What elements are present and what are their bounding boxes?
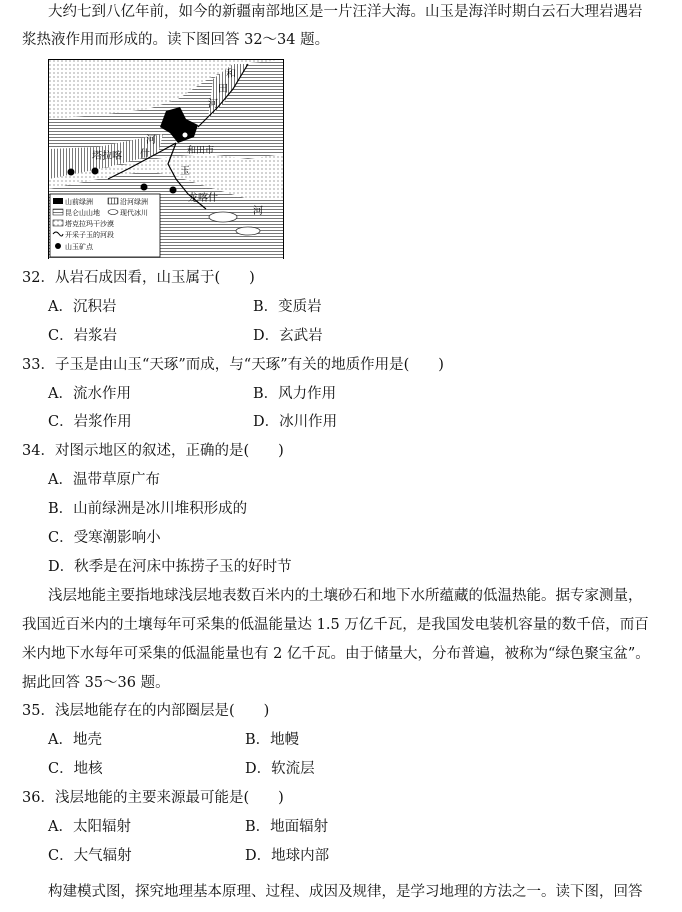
passage2-line-1: 浅层地能主要指地球浅层地表数百米内的土壤砂石和地下水所蕴藏的低温热能。据专家测量， — [48, 588, 643, 604]
label-tian: 田 — [218, 84, 228, 95]
jade-mine-dot — [170, 187, 177, 194]
label-he: 和 — [226, 69, 236, 80]
question-36-stem: 36．浅层地能的主要来源最可能是( ) — [22, 790, 284, 806]
passage2-line-4: 据此回答 35～36 题。 — [22, 675, 170, 691]
label-he1: 河 — [146, 135, 156, 146]
hetian-map-figure — [48, 59, 284, 259]
question-34-stem: 34．对图示地区的叙述，正确的是( ) — [22, 443, 284, 459]
q35-option-d[interactable]: D．软流层 — [245, 761, 315, 777]
q33-option-a[interactable]: A．流水作用 — [48, 386, 131, 402]
q32-option-a[interactable]: A．沉积岩 — [48, 299, 117, 315]
legend-item: 山前绿洲 — [65, 198, 93, 206]
q32-option-b[interactable]: B．变质岩 — [253, 299, 322, 315]
q34-option-c[interactable]: C．受寒潮影响小 — [48, 530, 161, 546]
q36-option-d[interactable]: D．地球内部 — [245, 848, 330, 864]
q32-option-d[interactable]: D．玄武岩 — [253, 328, 323, 344]
question-33-stem: 33．子玉是由山玉“天琢”而成，与“天琢”有关的地质作用是( ) — [22, 357, 444, 373]
q36-option-c[interactable]: C．大气辐射 — [48, 848, 132, 864]
q36-option-a[interactable]: A．太阳辐射 — [48, 819, 131, 835]
legend-item: 山玉矿点 — [65, 243, 93, 251]
legend-item: 开采子玉的河段 — [65, 231, 114, 239]
q34-option-d[interactable]: D．秋季是在河床中拣捞子玉的好时节 — [48, 559, 292, 575]
intro-line-2: 浆热液作用而形成的。读下图回答 32～34 题。 — [22, 32, 330, 48]
q34-option-b[interactable]: B．山前绿洲是冰川堆积形成的 — [48, 501, 248, 517]
legend-item: 塔克拉玛干沙漠 — [65, 220, 114, 228]
q36-option-b[interactable]: B．地面辐射 — [245, 819, 329, 835]
legend-item: 现代冰川 — [120, 209, 148, 217]
legend-item: 沿河绿洲 — [120, 198, 148, 206]
label-he2: 河 — [253, 206, 263, 217]
question-35-stem: 35．浅层地能存在的内部圈层是( ) — [22, 703, 270, 719]
label-hetian-city: 和田市 — [187, 146, 215, 156]
q34-option-a[interactable]: A．温带草原广布 — [48, 472, 160, 488]
legend-item: 昆仑山山地 — [65, 209, 100, 217]
hetian-city-dot — [183, 133, 188, 138]
q35-option-a[interactable]: A．地壳 — [48, 732, 102, 748]
q33-option-d[interactable]: D．冰川作用 — [253, 414, 338, 430]
passage2-line-3: 米内地下水每年可采集的低温能量也有 2 亿千瓦。由于储量大，分布普遍，被称为“绿色聚宝盆”。 — [22, 646, 650, 662]
q35-option-b[interactable]: B．地幔 — [245, 732, 300, 748]
jade-mine-dot — [92, 168, 99, 175]
passage3-line-1: 构建模式图，探究地理基本原理、过程、成因及规律，是学习地理的方法之一。读下图，回答 — [48, 884, 643, 900]
q33-option-c[interactable]: C．岩浆作用 — [48, 414, 132, 430]
label-yu: 玉 — [180, 166, 190, 177]
question-32-stem: 32．从岩石成因看，山玉属于( ) — [22, 270, 255, 286]
intro-line-1: 大约七到八亿年前，如今的新疆南部地区是一片汪洋大海。山玉是海洋时期白云石大理岩遇岩 — [48, 4, 643, 20]
jade-mine-dot — [141, 184, 148, 191]
label-he-river: 河 — [208, 99, 218, 110]
q35-option-c[interactable]: C．地核 — [48, 761, 103, 777]
label-shi: 什 — [140, 149, 150, 160]
passage2-line-2: 我国近百米内的土壤每年可采集的低温能量达 1.5 万亿千瓦，是我国发电装机容量的数千倍，而百 — [22, 617, 649, 633]
jade-mine-dot — [68, 169, 75, 176]
q33-option-b[interactable]: B．风力作用 — [253, 386, 337, 402]
q32-option-c[interactable]: C．岩浆岩 — [48, 328, 118, 344]
label-longkashi: 龙喀什 — [188, 193, 218, 204]
label-tuolamu: 塔拉喀 — [92, 151, 122, 162]
